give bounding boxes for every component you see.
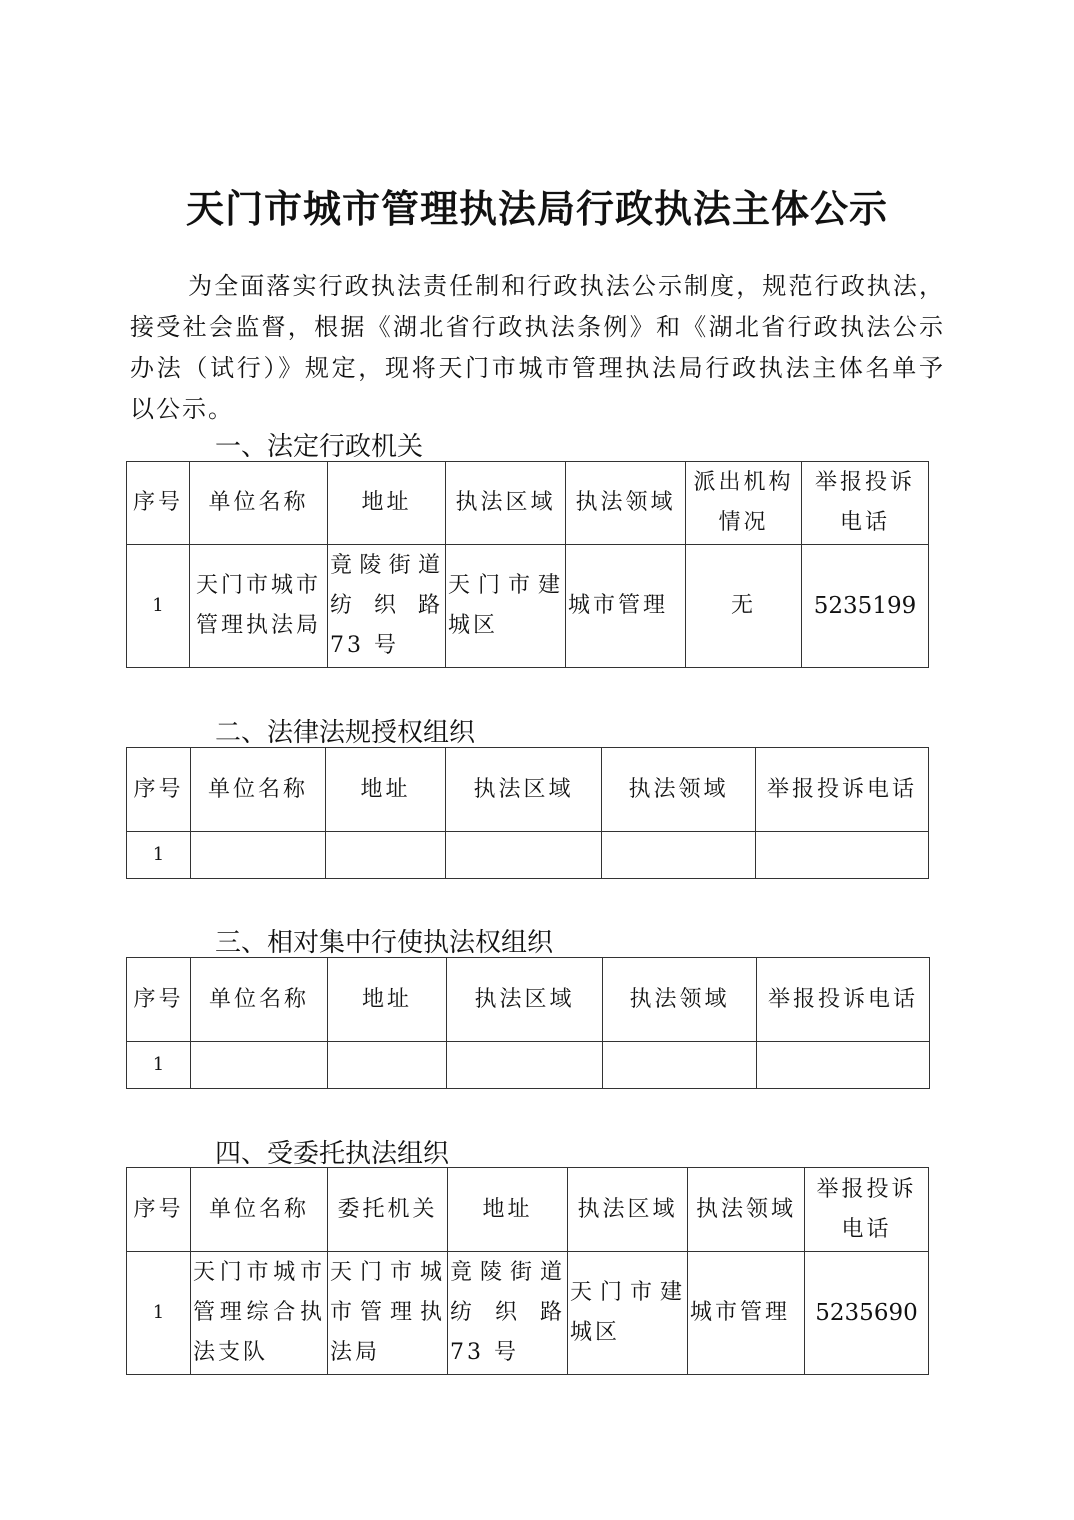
header-cell: 地址 <box>326 748 446 832</box>
table-row <box>127 1252 929 1375</box>
table-header-row <box>127 958 930 1042</box>
header-cell: 序号 <box>127 958 191 1042</box>
section4-table <box>126 1167 929 1375</box>
section3-heading: 三、相对集中行使执法权组织 <box>215 928 554 958</box>
header-cell: 执法区域 <box>446 748 602 832</box>
cell-field: 城市管理 <box>566 545 686 668</box>
header-cell: 序号 <box>127 748 191 832</box>
cell-index: 1 <box>127 832 191 879</box>
intro-text: 为全面落实行政执法责任制和行政执法公示制度，规范行政执法，接受社会监督，根据《湖北省行政执法条例》和《湖北省行政执法公示办法（试行）》规定，现将天门市城市管理执法局行政执法主体名单予以公示。 <box>130 272 945 423</box>
cell-address <box>328 1042 447 1089</box>
cell-area <box>447 1042 603 1089</box>
cell-unit-name <box>191 832 326 879</box>
header-cell: 序号 <box>127 462 190 545</box>
cell-field: 城市管理 <box>688 1252 805 1375</box>
cell-field <box>602 832 756 879</box>
cell-area: 天门市建城区 <box>446 545 566 668</box>
header-cell: 举报投诉电话 <box>757 958 930 1042</box>
header-cell: 地址 <box>328 462 446 545</box>
header-cell: 执法区域 <box>447 958 603 1042</box>
cell-phone: 5235199 <box>802 545 929 668</box>
section2-table <box>126 747 929 879</box>
cell-address: 竟陵街道纺织路 73 号 <box>448 1252 568 1375</box>
header-cell: 执法区域 <box>446 462 566 545</box>
section3-table <box>126 957 930 1089</box>
header-cell: 地址 <box>328 958 447 1042</box>
cell-index: 1 <box>127 545 190 668</box>
header-cell: 派出机构情况 <box>686 462 802 545</box>
section4-heading: 四、受委托执法组织 <box>215 1139 450 1169</box>
header-cell: 执法领域 <box>602 748 756 832</box>
section1-heading: 一、法定行政机关 <box>215 432 424 462</box>
header-cell: 执法领域 <box>688 1168 805 1252</box>
cell-unit-name: 天门市城市管理执法局 <box>190 545 328 668</box>
header-cell: 执法领域 <box>603 958 757 1042</box>
header-cell: 序号 <box>127 1168 191 1252</box>
table-row <box>127 545 929 668</box>
cell-address <box>326 832 446 879</box>
header-cell: 委托机关 <box>328 1168 448 1252</box>
cell-branch: 无 <box>686 545 802 668</box>
section1-table <box>126 461 929 668</box>
header-cell: 单位名称 <box>190 462 328 545</box>
table-header-row <box>127 748 929 832</box>
section2-heading: 二、法律法规授权组织 <box>215 718 476 748</box>
header-cell: 单位名称 <box>191 958 328 1042</box>
cell-phone <box>756 832 929 879</box>
header-cell: 执法区域 <box>568 1168 688 1252</box>
cell-unit-name <box>191 1042 328 1089</box>
cell-area: 天门市建城区 <box>568 1252 688 1375</box>
cell-index: 1 <box>127 1042 191 1089</box>
table-header-row <box>127 1168 929 1252</box>
cell-phone <box>757 1042 930 1089</box>
table-row <box>127 832 929 879</box>
cell-delegating-agency: 天门市城市管理执法局 <box>328 1252 448 1375</box>
intro-paragraph <box>130 266 945 430</box>
cell-unit-name: 天门市城市管理综合执法支队 <box>191 1252 328 1375</box>
page-title: 天门市城市管理执法局行政执法主体公示 <box>185 187 888 231</box>
header-cell: 单位名称 <box>191 748 326 832</box>
cell-field <box>603 1042 757 1089</box>
cell-phone: 5235690 <box>805 1252 929 1375</box>
header-cell: 地址 <box>448 1168 568 1252</box>
header-cell: 执法领域 <box>566 462 686 545</box>
table-header-row <box>127 462 929 545</box>
cell-address: 竟陵街道纺织路 73 号 <box>328 545 446 668</box>
cell-index: 1 <box>127 1252 191 1375</box>
header-cell: 举报投诉电话 <box>756 748 929 832</box>
table-row <box>127 1042 930 1089</box>
header-cell: 举报投诉电话 <box>805 1168 929 1252</box>
header-cell: 单位名称 <box>191 1168 328 1252</box>
cell-area <box>446 832 602 879</box>
header-cell: 举报投诉电话 <box>802 462 929 545</box>
